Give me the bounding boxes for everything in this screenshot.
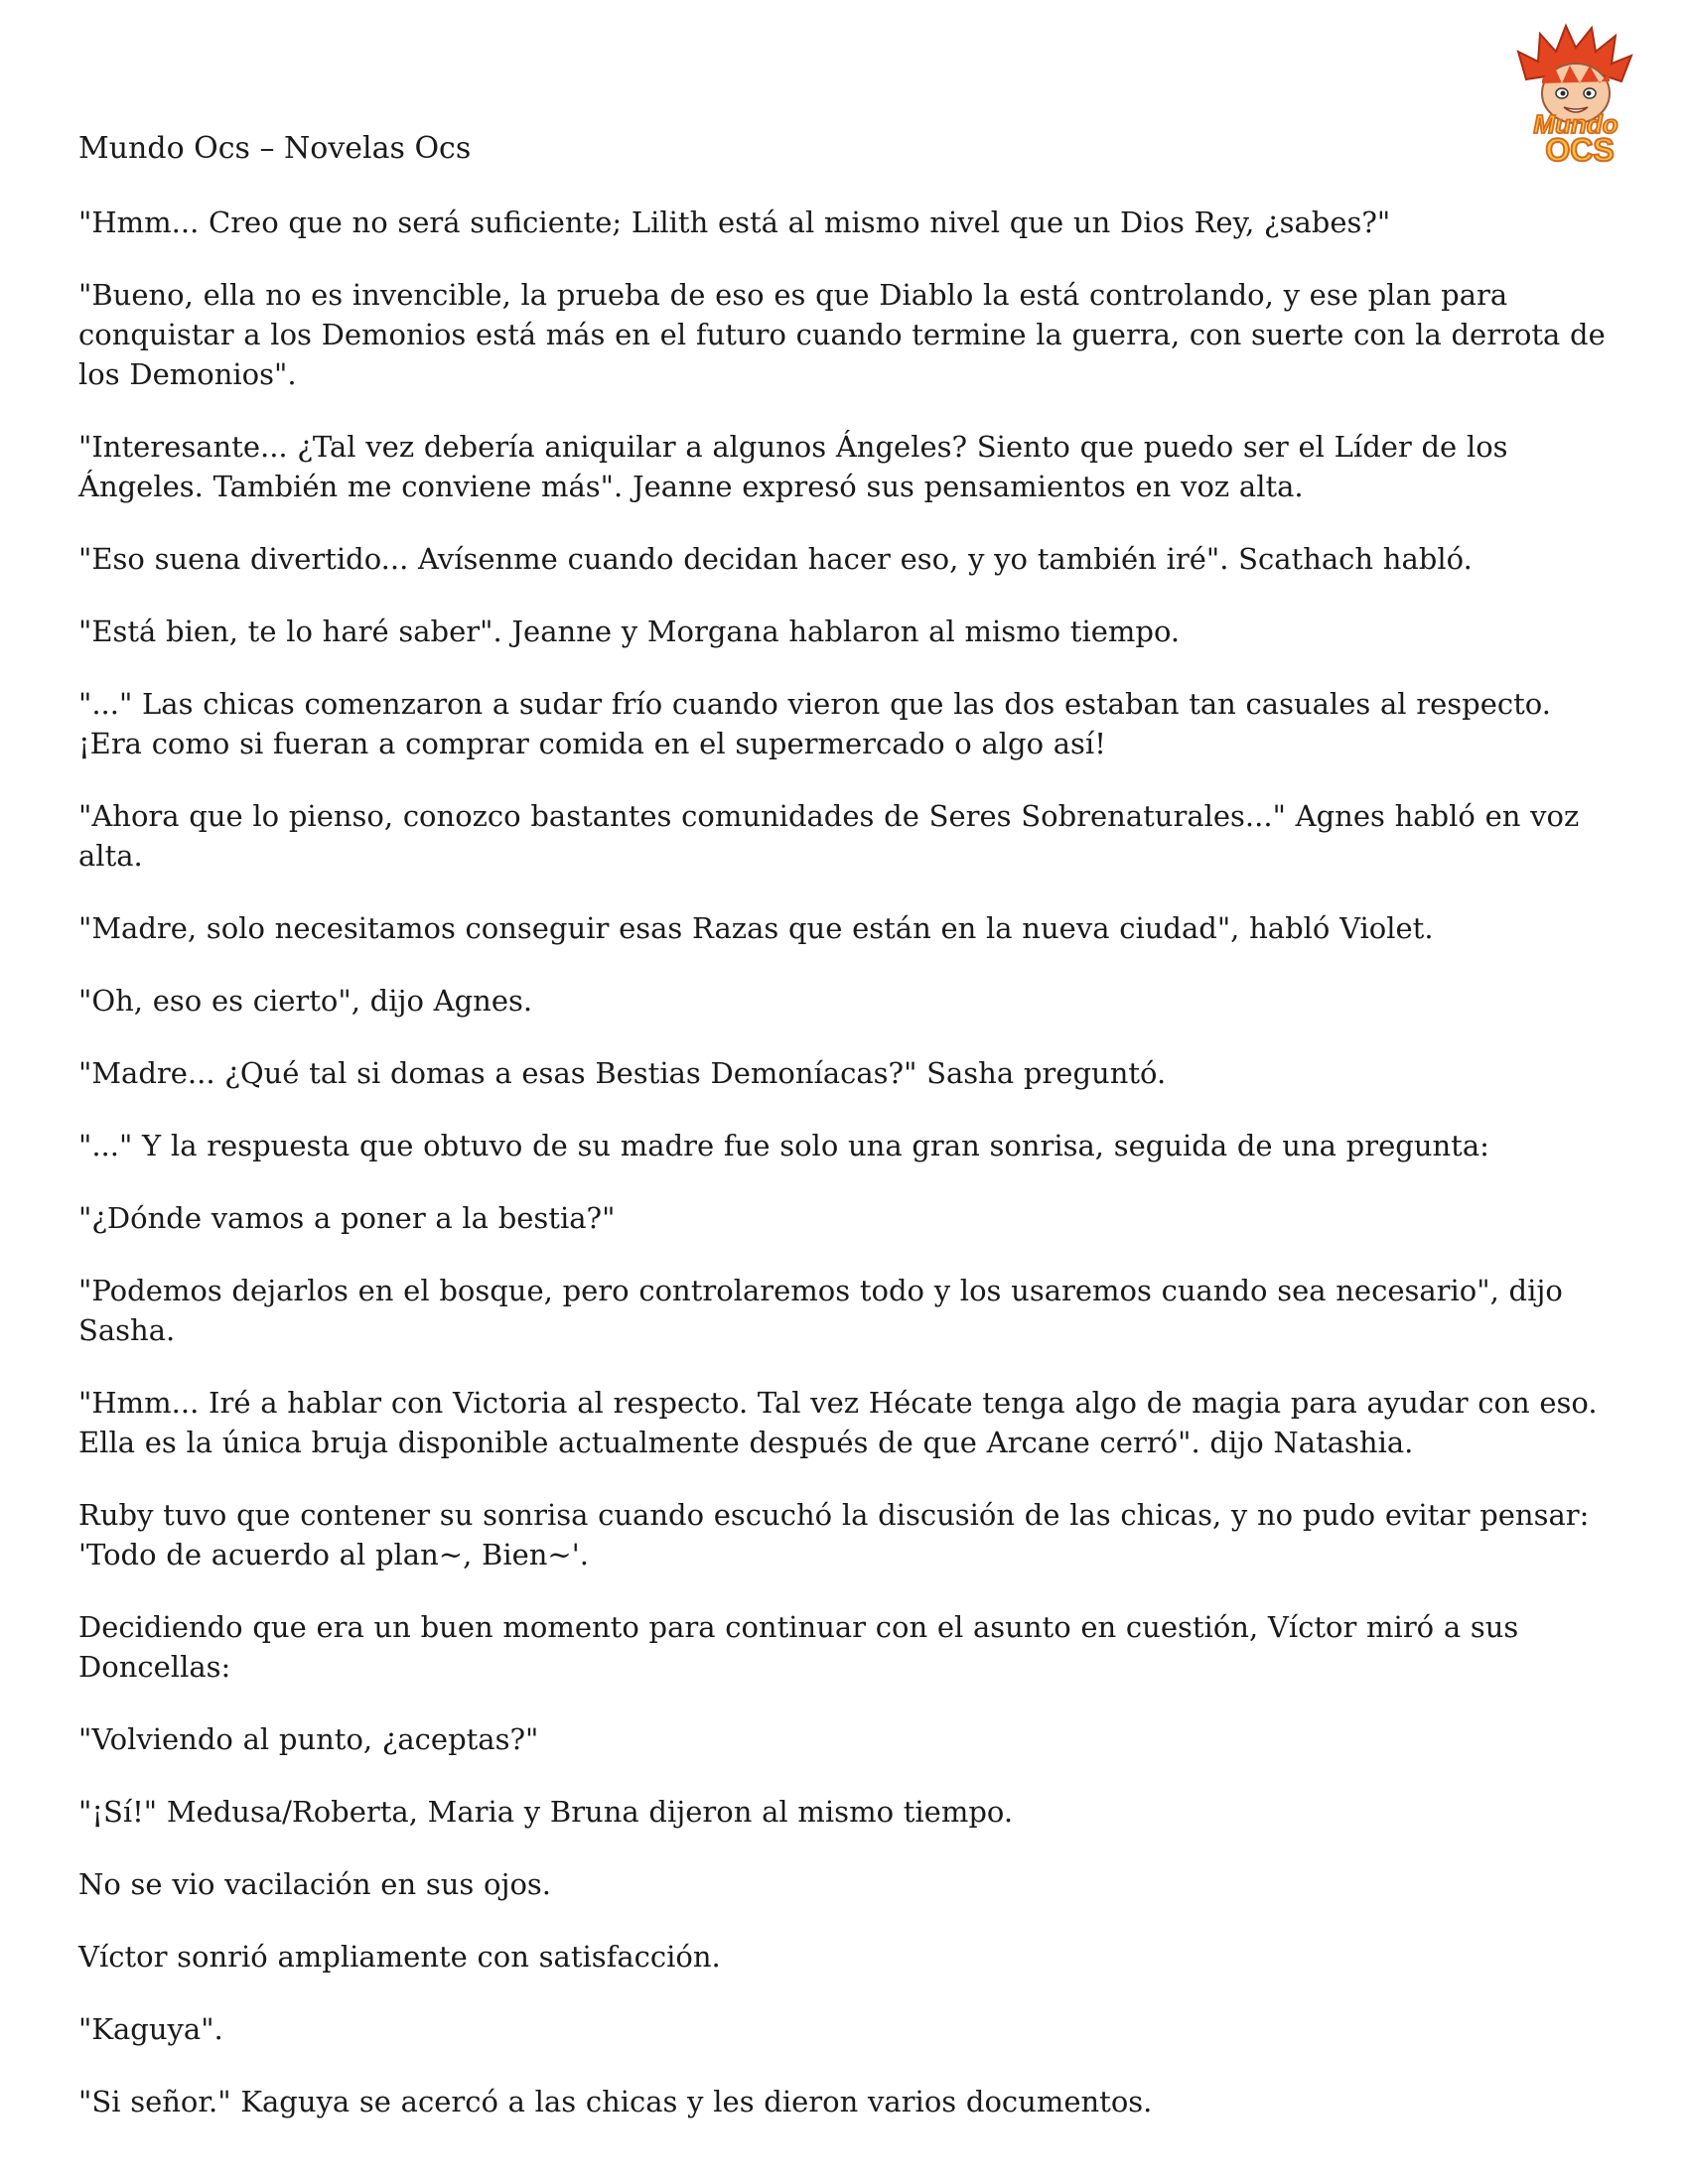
- mascot-logo-icon: [1504, 22, 1648, 171]
- mundo-ocs-logo: [1504, 22, 1648, 171]
- paragraph: "Hmm... Creo que no será suficiente; Lilith está al mismo nivel que un Dios Rey, ¿sabes?": [78, 205, 1391, 239]
- paragraph: "Bueno, ella no es invencible, la prueba de eso es que Diablo la está controlando, y ese plan para conquistar a los Demonios está más en el futuro cuando termine la guerra, con suerte con la derrota de los Demonios".: [78, 278, 1606, 391]
- paragraph: "Madre, solo necesitamos conseguir esas Razas que están en la nueva ciudad", habló Violet.: [78, 911, 1434, 945]
- logo-text-bottom: OCS: [1545, 132, 1615, 168]
- paragraph: "..." Las chicas comenzaron a sudar frío cuando vieron que las dos estaban tan casuales al respecto. ¡Era como si fueran a comprar comida en el supermercado o algo así!: [78, 687, 1551, 760]
- paragraph: Ruby tuvo que contener su sonrisa cuando escuchó la discusión de las chicas, y no pudo evitar pensar: 'Todo de acuerdo al plan~, Bien~'.: [78, 1498, 1590, 1571]
- paragraph: "Eso suena divertido... Avísenme cuando decidan hacer eso, y yo también iré". Scathach habló.: [78, 542, 1473, 576]
- paragraph: "Hmm... Iré a hablar con Victoria al respecto. Tal vez Hécate tenga algo de magia para ayudar con eso. Ella es la única bruja disponible actualmente después de que Arcane cerró". dijo Natashia.: [78, 1386, 1598, 1459]
- paragraph: "Ahora que lo pienso, conozco bastantes comunidades de Seres Sobrenaturales..." Agnes habló en voz alta.: [78, 799, 1580, 873]
- paragraph: "Podemos dejarlos en el bosque, pero controlaremos todo y los usaremos cuando sea necesario", dijo Sasha.: [78, 1274, 1563, 1347]
- logo-text-top: Mundo: [1533, 109, 1618, 139]
- page-header: Mundo Ocs – Novelas Ocs: [78, 131, 472, 166]
- paragraph: "Si señor." Kaguya se acercó a las chicas y les dieron varios documentos.: [78, 2085, 1153, 2118]
- paragraph: Víctor sonrió ampliamente con satisfacción.: [78, 1940, 721, 1974]
- paragraph: "Kaguya".: [78, 2012, 223, 2046]
- paragraph: Decidiendo que era un buen momento para continuar con el asunto en cuestión, Víctor miró a sus Doncellas:: [78, 1610, 1519, 1684]
- paragraph: "Oh, eso es cierto", dijo Agnes.: [78, 984, 533, 1018]
- paragraph: "¡Sí!" Medusa/Roberta, Maria y Bruna dijeron al mismo tiempo.: [78, 1795, 1014, 1829]
- paragraph: No se vio vacilación en sus ojos.: [78, 1867, 552, 1901]
- paragraph: "Madre... ¿Qué tal si domas a esas Bestias Demoníacas?" Sasha preguntó.: [78, 1056, 1167, 1090]
- paragraph: "Está bien, te lo haré saber". Jeanne y Morgana hablaron al mismo tiempo.: [78, 614, 1181, 648]
- paragraph: "Volviendo al punto, ¿aceptas?": [78, 1722, 539, 1756]
- paragraph: "Interesante... ¿Tal vez debería aniquilar a algunos Ángeles? Siento que puedo ser el Líder de los Ángeles. También me conviene más". Jeanne expresó sus pensamientos en voz alta.: [78, 430, 1508, 503]
- paragraph: "..." Y la respuesta que obtuvo de su madre fue solo una gran sonrisa, seguida de una pregunta:: [78, 1129, 1489, 1162]
- paragraph: "¿Dónde vamos a poner a la bestia?": [78, 1201, 616, 1235]
- document-body: [78, 203, 1622, 2154]
